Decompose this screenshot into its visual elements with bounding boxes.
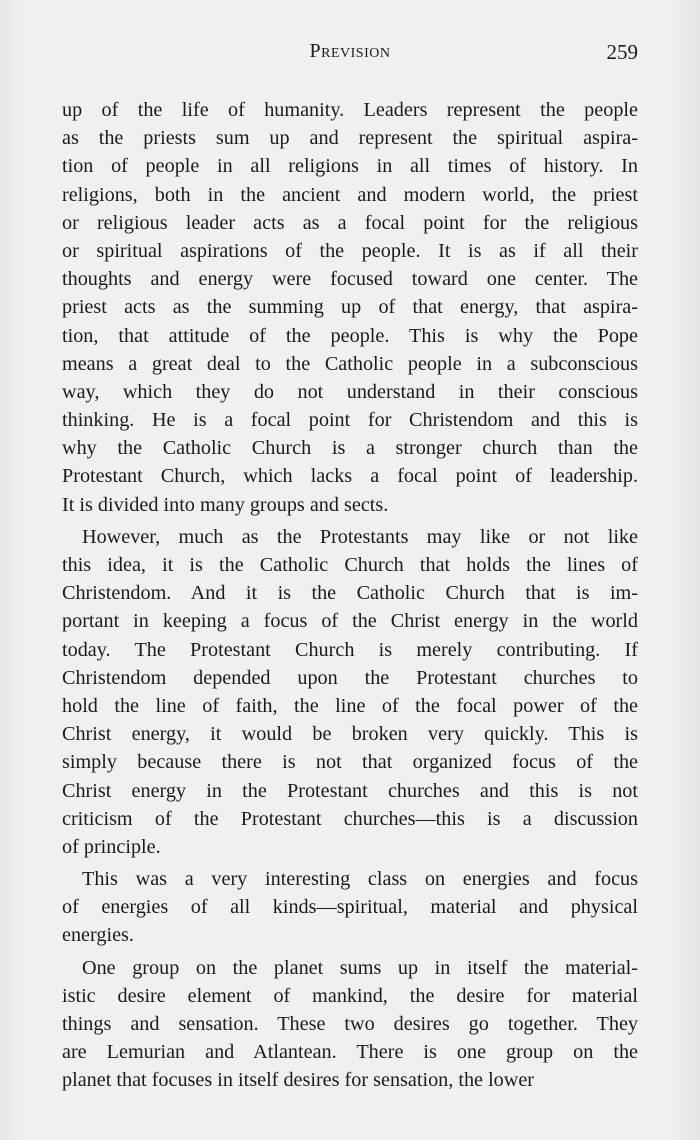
text-line: Christ energy, it would be broken very quickly. This is [62, 723, 638, 746]
text-line: are Lemurian and Atlantean. There is one group on the [62, 1041, 638, 1064]
text-line: planet that focuses in itself desires for sensation, the lower [62, 1069, 535, 1092]
text-line: tion, that attitude of the people. This is why the Pope [62, 324, 638, 347]
chapter-title: Prevision [309, 40, 391, 62]
text-line: Christendom depended upon the Protestant churches to [62, 666, 638, 689]
text-line: things and sensation. These two desires go together. They [62, 1013, 638, 1035]
text-line: energies. [62, 924, 134, 947]
text-line: today. The Protestant Church is merely contributing. If [62, 638, 638, 661]
text-line: simply because there is not that organized focus of the [62, 751, 638, 774]
text-line: religions, both in the ancient and modern world, the priest [62, 183, 638, 206]
text-line: Christendom. And it is the Catholic Church that is im- [62, 582, 638, 605]
text-line: why the Catholic Church is a stronger church than the [62, 437, 638, 460]
paragraph [62, 523, 638, 861]
paragraph [62, 865, 638, 950]
running-head [60, 40, 640, 66]
text-line: thoughts and energy were focused toward one center. The [62, 268, 638, 291]
text-line: tion of people in all religions in all times of history. In [62, 155, 638, 178]
text-line: of principle. [62, 835, 161, 858]
text-line: up of the life of humanity. Leaders represent the people [62, 99, 638, 121]
text-line: means a great deal to the Catholic people in a subconscious [62, 352, 638, 375]
paragraph [62, 954, 638, 1095]
text-line: this idea, it is the Catholic Church that holds the lines of [62, 554, 638, 576]
text-line: Christ energy in the Protestant churches and this is not [62, 779, 638, 802]
text-line: portant in keeping a focus of the Christ energy in the world [62, 610, 638, 633]
text-line: way, which they do not understand in their conscious [62, 380, 638, 403]
text-line: istic desire element of mankind, the desire for material [62, 984, 638, 1007]
page-number: 259 [606, 40, 638, 64]
text-line: or religious leader acts as a focal point for the religious [62, 211, 638, 234]
body-text [62, 96, 638, 1095]
text-line: This was a very interesting class on energies and focus [82, 868, 638, 891]
text-line: or spiritual aspirations of the people. It is as if all their [62, 239, 638, 262]
text-line: as the priests sum up and represent the spiritual aspira- [62, 127, 638, 150]
text-line: criticism of the Protestant churches—this is a discussion [62, 807, 638, 830]
paragraph [62, 96, 638, 519]
text-line: However, much as the Protestants may like or not like [82, 525, 638, 548]
text-line: thinking. He is a focal point for Christendom and this is [62, 409, 638, 432]
text-line: of energies of all kinds—spiritual, material and physical [62, 896, 638, 919]
text-line: priest acts as the summing up of that energy, that aspira- [62, 296, 638, 319]
text-line: Protestant Church, which lacks a focal point of leadership. [62, 465, 638, 488]
text-line: One group on the planet sums up in itself the material- [82, 956, 638, 979]
text-line: It is divided into many groups and sects. [62, 493, 389, 516]
text-line: hold the line of faith, the line of the focal power of the [62, 694, 638, 717]
